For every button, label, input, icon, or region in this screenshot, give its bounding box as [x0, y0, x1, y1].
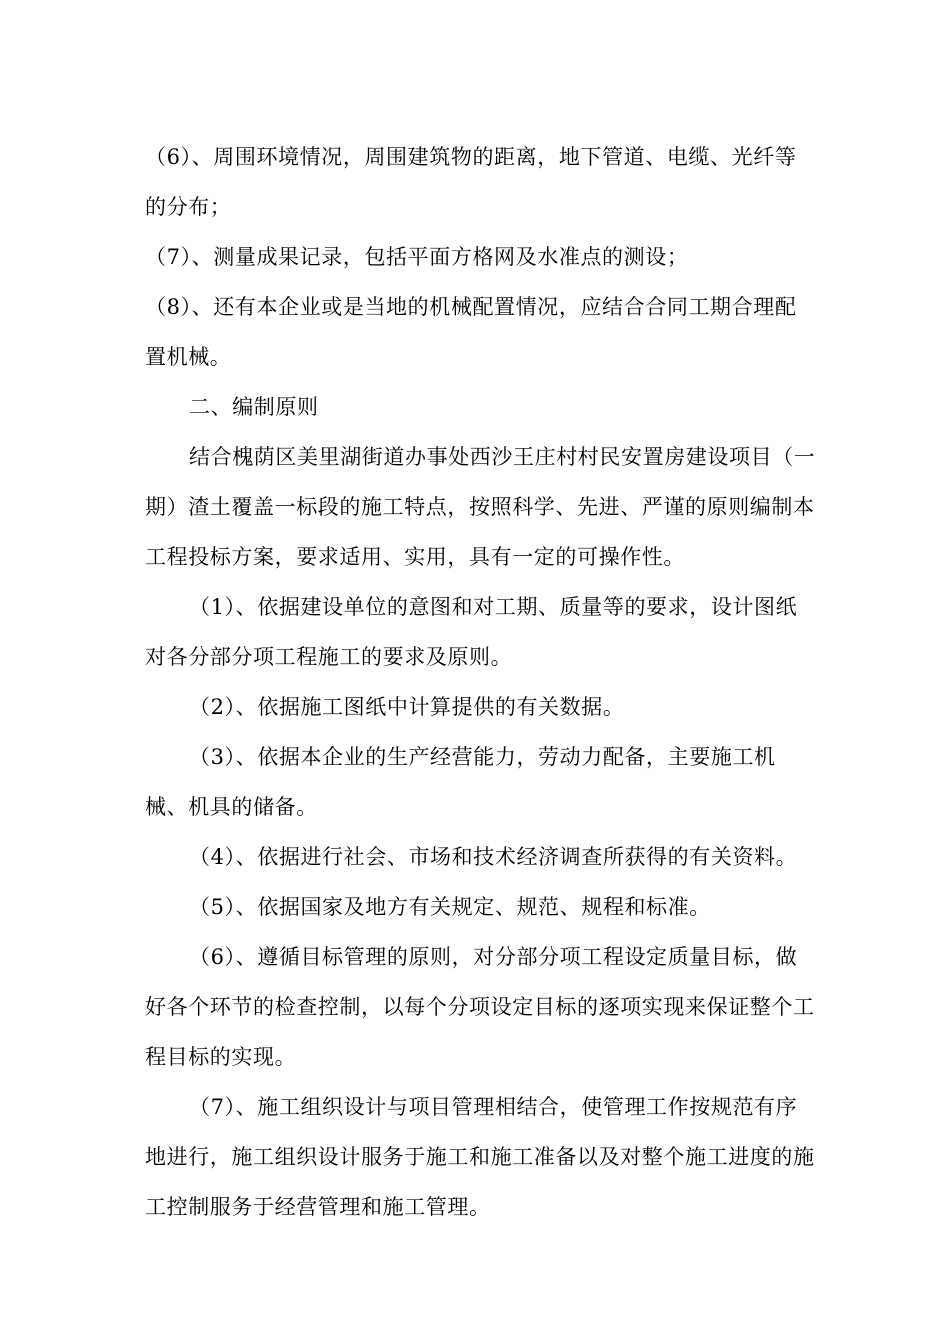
paragraph-item-8-machinery: （8）、还有本企业或是当地的机械配置情况，应结合合同工期合理配置机械。 [145, 295, 797, 369]
document-body [145, 132, 817, 1232]
principle-item-7: （7）、施工组织设计与项目管理相结合，使管理工作按规范有序地进行，施工组织设计服务于施工和施工准备以及对整个施工进度的施工控制服务于经营管理和施工管理。 [145, 1095, 815, 1219]
paragraph-item-7-survey-records: （7）、测量成果记录，包括平面方格网及水准点的测设； [145, 245, 689, 269]
principle-item-3: （3）、依据本企业的生产经营能力，劳动力配备，主要施工机械、机具的储备。 [145, 745, 776, 819]
section-heading-compilation-principles: 二、编制原则 [189, 395, 319, 419]
principle-item-6: （6）、遵循目标管理的原则，对分部分项工程设定质量目标，做好各个环节的检查控制，以每个分项设定目标的逐项实现来保证整个工程目标的实现。 [145, 945, 815, 1069]
principle-item-1: （1）、依据建设单位的意图和对工期、质量等的要求，设计图纸对各分部分项工程施工的要求及原则。 [145, 595, 798, 669]
principle-item-4: （4）、依据进行社会、市场和技术经济调查所获得的有关资料。 [189, 845, 798, 869]
paragraph-principles-intro: 结合槐荫区美里湖街道办事处西沙王庄村村民安置房建设项目（一期）渣土覆盖一标段的施工特点，按照科学、先进、严谨的原则编制本工程投标方案，要求适用、实用，具有一定的可操作性。 [145, 445, 816, 569]
principle-item-5: （5）、依据国家及地方有关规定、规范、规程和标准。 [189, 895, 711, 919]
principle-item-2: （2）、依据施工图纸中计算提供的有关数据。 [189, 695, 625, 719]
paragraph-item-6-surroundings: （6）、周围环境情况，周围建筑物的距离，地下管道、电缆、光纤等的分布； [145, 145, 797, 219]
